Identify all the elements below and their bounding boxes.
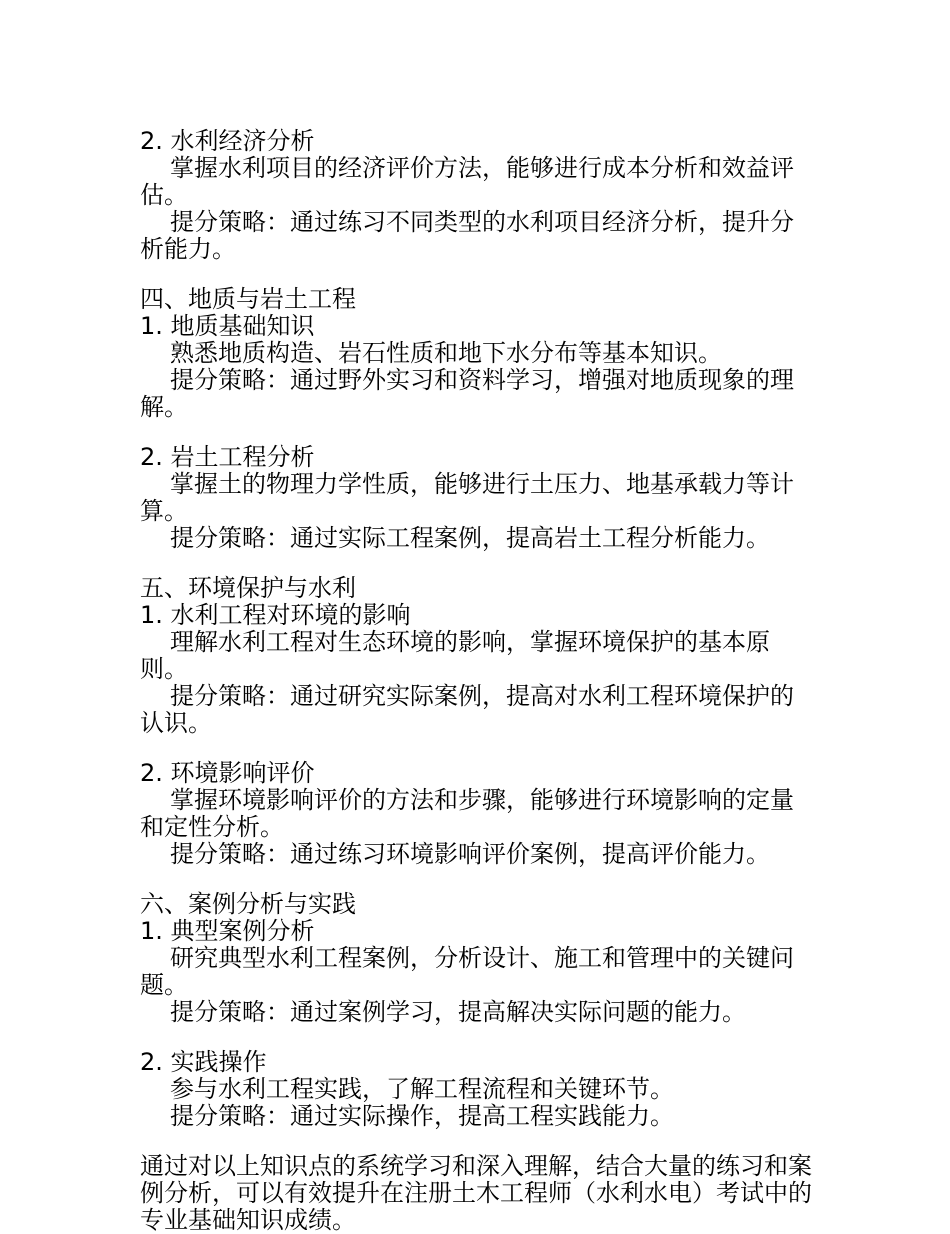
subsection-body: 研究典型水利工程案例，分析设计、施工和管理中的关键问题。 xyxy=(140,944,794,999)
subsection-heading: 1. 典型案例分析 xyxy=(140,917,315,945)
document-content xyxy=(140,128,815,1234)
section-title: 四、地质与岩土工程 xyxy=(140,285,356,313)
section-title: 五、环境保护与水利 xyxy=(140,574,356,602)
subsection-heading: 2. 实践操作 xyxy=(140,1048,267,1076)
score-strategy: 提分策略：通过练习环境影响评价案例，提高评价能力。 xyxy=(170,840,770,868)
score-strategy: 提分策略：通过实际工程案例，提高岩土工程分析能力。 xyxy=(170,524,770,552)
subsection-heading: 1. 地质基础知识 xyxy=(140,312,315,340)
subsection-body: 参与水利工程实践，了解工程流程和关键环节。 xyxy=(170,1075,674,1103)
subsection-body: 熟悉地质构造、岩石性质和地下水分布等基本知识。 xyxy=(170,339,722,367)
subsection-body: 理解水利工程对生态环境的影响，掌握环境保护的基本原则。 xyxy=(140,628,770,683)
subsection-heading: 2. 岩土工程分析 xyxy=(140,443,315,471)
subsection-body: 掌握土的物理力学性质，能够进行土压力、地基承载力等计算。 xyxy=(140,470,794,525)
score-strategy: 提分策略：通过练习不同类型的水利项目经济分析，提升分析能力。 xyxy=(140,208,794,263)
subsection-heading: 1. 水利工程对环境的影响 xyxy=(140,601,411,629)
score-strategy: 提分策略：通过实际操作，提高工程实践能力。 xyxy=(170,1102,674,1130)
subsection-heading: 2. 水利经济分析 xyxy=(140,127,315,155)
subsection-heading: 2. 环境影响评价 xyxy=(140,759,315,787)
score-strategy: 提分策略：通过案例学习，提高解决实际问题的能力。 xyxy=(170,998,746,1026)
subsection-body: 掌握水利项目的经济评价方法，能够进行成本分析和效益评估。 xyxy=(140,154,794,209)
section-title: 六、案例分析与实践 xyxy=(140,890,356,918)
score-strategy: 提分策略：通过野外实习和资料学习，增强对地质现象的理解。 xyxy=(140,366,794,421)
score-strategy: 提分策略：通过研究实际案例，提高对水利工程环境保护的认识。 xyxy=(140,682,794,737)
subsection-body: 掌握环境影响评价的方法和步骤，能够进行环境影响的定量和定性分析。 xyxy=(140,786,794,841)
conclusion-paragraph: 通过对以上知识点的系统学习和深入理解，结合大量的练习和案例分析，可以有效提升在注册土木工程师（水利水电）考试中的专业基础知识成绩。 xyxy=(140,1152,812,1234)
